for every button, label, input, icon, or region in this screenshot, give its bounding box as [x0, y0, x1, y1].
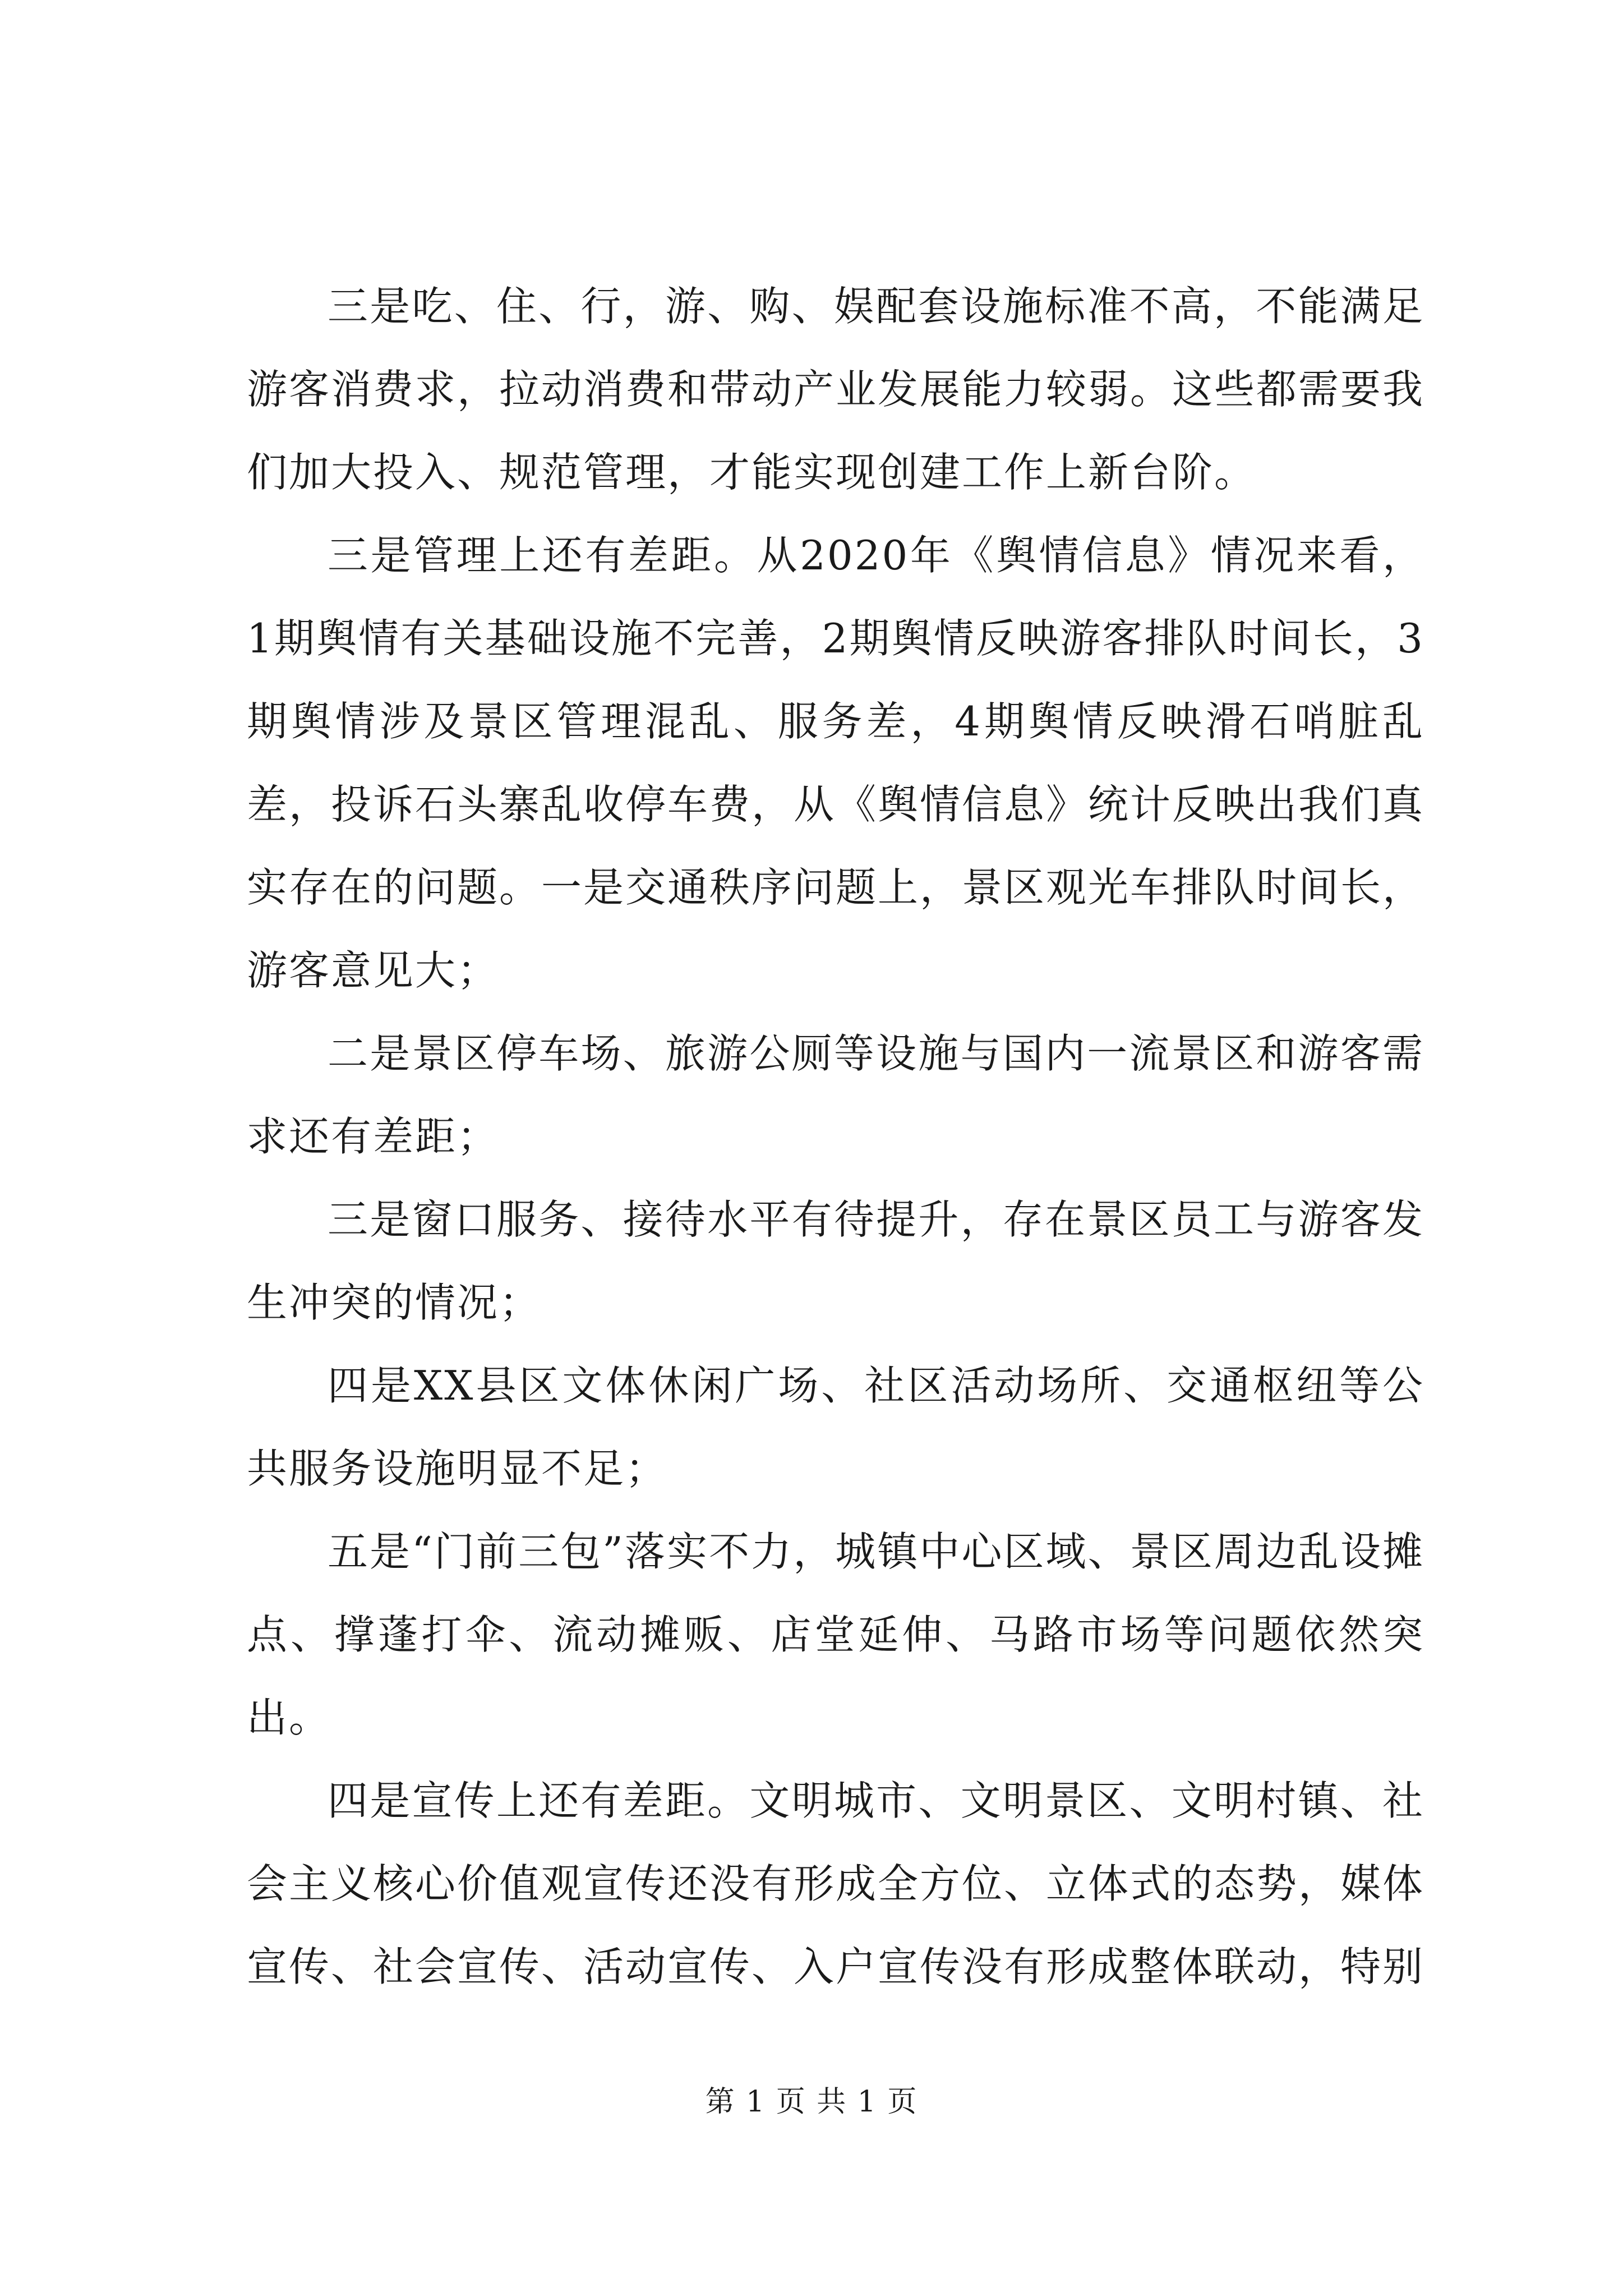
page-number-footer: 第 1 页 共 1 页 — [705, 2085, 918, 2119]
paragraph-parking-toilets: 二是景区停车场、旅游公厕等设施与国内一流景区和游客需求还有差距； — [247, 1030, 1424, 1160]
paragraph-facilities-standards: 三是吃、住、行，游、购、娱配套设施标准不高，不能满足游客消费求，拉动消费和带动产业发展能力较弱。这些都需要我们加大投入、规范管理，才能实现创建工作上新台阶。 — [247, 283, 1425, 496]
paragraph-storefront-order: 五是“门前三包”落实不力，城镇中心区域、景区周边乱设摊点、撑蓬打伞、流动摊贩、店堂延伸、马路市场等问题依然突出。 — [247, 1528, 1424, 1741]
paragraph-window-service: 三是窗口服务、接待水平有待提升，存在景区员工与游客发生冲突的情况； — [247, 1196, 1424, 1326]
document-body — [247, 265, 1424, 2008]
paragraph-public-facilities: 四是XX县区文体休闲广场、社区活动场所、交通枢纽等公共服务设施明显不足； — [247, 1362, 1424, 1492]
paragraph-management-gap: 三是管理上还有差距。从2020年《舆情信息》情况来看，1期舆情有关基础设施不完善，2期舆情反映游客排队时间长，3期舆情涉及景区管理混乱、服务差，4期舆情反映滑石哨脏乱差，投诉石头寨乱收停车费，从《舆情信息》统计反映出我们真实存在的问题。一是交通秩序问题上，景区观光车排队时间长，游客意见大； — [247, 532, 1425, 994]
paragraph-publicity-gap: 四是宣传上还有差距。文明城市、文明景区、文明村镇、社会主义核心价值观宣传还没有形成全方位、立体式的态势，媒体宣传、社会宣传、活动宣传、入户宣传没有形成整体联动，特别 — [247, 1777, 1425, 1990]
